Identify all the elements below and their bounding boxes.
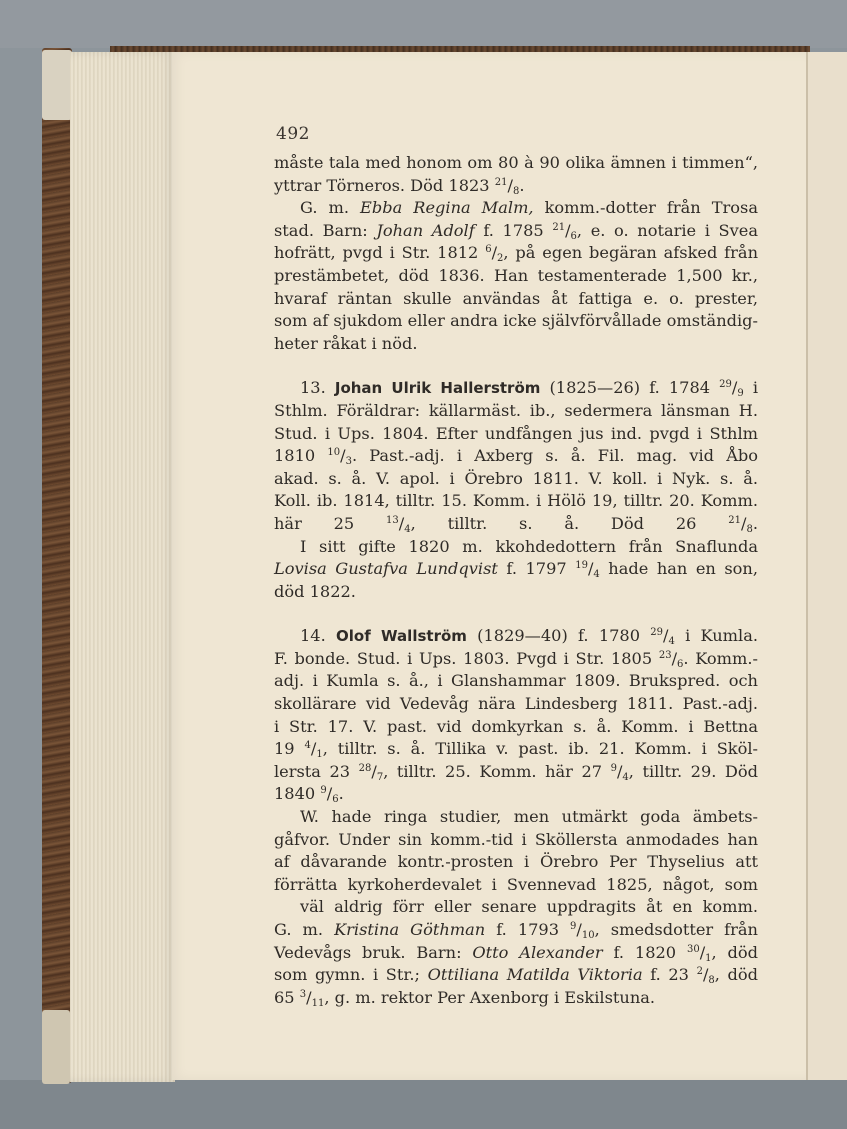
date-day-superscript: 4 bbox=[304, 740, 311, 752]
text-segment: / bbox=[306, 987, 312, 1007]
cover-corner-bottom bbox=[42, 1010, 70, 1084]
page-text bbox=[274, 152, 758, 1009]
text-segment: G. m. bbox=[274, 920, 335, 939]
text-segment: i Kumla. bbox=[674, 626, 759, 646]
date-day-superscript: 21 bbox=[728, 514, 741, 526]
date-day-superscript: 28 bbox=[358, 762, 372, 774]
date-month-subscript: 7 bbox=[376, 771, 384, 783]
text-segment: död 1822. bbox=[274, 581, 356, 601]
date-month-subscript: 11 bbox=[311, 997, 325, 1009]
text-segment: , e. o. notarie i Svea bbox=[576, 220, 758, 240]
date-day-superscript: 21 bbox=[494, 176, 508, 188]
text-segment: / bbox=[576, 920, 582, 939]
date-month-subscript: 8 bbox=[708, 975, 715, 987]
date-day-superscript: 3 bbox=[299, 988, 307, 1000]
text-line bbox=[274, 377, 758, 400]
date-month-subscript: 6 bbox=[677, 658, 684, 670]
italic-name: Lovisa Gustafva Lundqvist bbox=[274, 559, 498, 579]
text-line bbox=[274, 783, 758, 806]
date-day-superscript: 30 bbox=[686, 943, 700, 955]
book-cover-edge bbox=[42, 48, 72, 1083]
text-segment: / bbox=[663, 626, 669, 646]
text-line bbox=[274, 964, 758, 987]
date-day-superscript: 9 bbox=[610, 762, 617, 774]
text-segment: / bbox=[587, 559, 594, 579]
text-line bbox=[274, 942, 758, 965]
text-segment: / bbox=[702, 965, 709, 985]
text-line bbox=[274, 242, 758, 265]
text-line bbox=[274, 445, 758, 468]
date-day-superscript: 10 bbox=[327, 447, 341, 459]
text-segment: , tilltr. s. å. Död 26 bbox=[410, 513, 729, 533]
text-segment: skollärare vid Vedevåg nära Lindesberg 1811. Past.-adj. bbox=[274, 694, 758, 714]
text-segment: , på egen begäran afsked från bbox=[503, 243, 758, 263]
text-line bbox=[274, 220, 758, 243]
date-day-superscript: 23 bbox=[658, 649, 672, 661]
text-segment: yttrar Törneros. Död 1823 bbox=[274, 175, 495, 195]
text-segment: / bbox=[398, 513, 405, 533]
text-segment: / bbox=[340, 446, 346, 466]
text-segment: hvaraf räntan skulle användas åt fattiga e. o. prester, bbox=[274, 288, 758, 308]
background-top bbox=[0, 0, 847, 48]
date-month-subscript: 10 bbox=[581, 930, 595, 941]
text-segment: komm.-dotter från Trosa bbox=[533, 198, 758, 218]
text-segment: måste tala med honom om 80 à 90 olika ämnen i timmen“, bbox=[274, 153, 758, 172]
text-line bbox=[274, 288, 758, 311]
text-segment: lersta 23 bbox=[274, 761, 359, 781]
date-month-subscript: 8 bbox=[512, 185, 520, 197]
date-day-superscript: 29 bbox=[650, 627, 663, 639]
date-month-subscript: 4 bbox=[593, 569, 600, 581]
text-segment: . Past.-adj. i Axberg s. å. Fil. mag. vid Åbo bbox=[351, 446, 759, 466]
text-line bbox=[274, 738, 758, 761]
date-month-subscript: 2 bbox=[497, 253, 504, 265]
text-line bbox=[274, 310, 758, 333]
date-day-superscript: 19 bbox=[575, 560, 588, 572]
text-segment: , död bbox=[711, 942, 758, 962]
date-day-superscript: 6 bbox=[485, 244, 492, 256]
text-segment: Stud. i Ups. 1804. Efter undfången jus ind. pvgd i Sthlm bbox=[274, 423, 758, 443]
text-line bbox=[274, 670, 758, 693]
text-line bbox=[274, 716, 758, 739]
text-segment: 19 bbox=[274, 739, 305, 759]
text-segment: / bbox=[565, 220, 571, 240]
text-segment: akad. s. å. V. apol. i Örebro 1811. V. koll. i Nyk. s. å. bbox=[274, 468, 758, 488]
text-segment: / bbox=[507, 175, 513, 195]
date-month-subscript: 3 bbox=[345, 456, 352, 468]
text-segment: / bbox=[491, 243, 498, 263]
text-line bbox=[274, 468, 758, 491]
text-segment: / bbox=[310, 739, 317, 759]
text-segment: . bbox=[752, 513, 758, 533]
date-month-subscript: 6 bbox=[570, 230, 577, 242]
text-segment: af dåvarande kontr.-prosten i Örebro Per Thyselius att bbox=[274, 852, 758, 872]
cover-corner-top bbox=[42, 50, 72, 120]
text-segment: f. 23 bbox=[642, 965, 697, 985]
date-day-superscript: 13 bbox=[386, 514, 399, 526]
italic-name: Ebba Regina Malm, bbox=[360, 198, 534, 218]
text-segment: . Komm.- bbox=[683, 648, 758, 668]
date-day-superscript: 9 bbox=[320, 785, 327, 797]
text-segment: , g. m. rektor Per Axenborg i Eskilstuna. bbox=[324, 987, 656, 1007]
text-segment: 1810 bbox=[274, 446, 328, 466]
text-segment: / bbox=[371, 761, 377, 781]
text-segment: / bbox=[326, 784, 333, 804]
text-line bbox=[274, 513, 758, 536]
text-segment: . bbox=[338, 784, 344, 804]
text-segment: Vedevågs bruk. Barn: bbox=[274, 942, 473, 962]
text-segment: f. 1785 bbox=[474, 220, 553, 240]
text-segment: heter råkat i nöd. bbox=[274, 333, 418, 353]
text-segment: W. hade ringa studier, men utmärkt goda ämbets- bbox=[300, 807, 758, 827]
text-segment: / bbox=[740, 513, 747, 533]
text-line bbox=[274, 581, 758, 604]
text-segment: som gymn. i Str.; bbox=[274, 965, 428, 985]
text-line bbox=[274, 333, 758, 356]
text-line bbox=[274, 693, 758, 716]
facing-page-edge bbox=[806, 52, 847, 1080]
date-month-subscript: 4 bbox=[668, 636, 675, 648]
italic-name: Otto Alexander bbox=[472, 942, 603, 962]
text-segment: I sitt gifte 1820 m. kkohdedottern från Snaflunda bbox=[300, 536, 758, 556]
text-segment: i Str. 17. V. past. vid domkyrkan s. å. Komm. i Bettna bbox=[274, 716, 758, 736]
italic-name: Johan Adolf bbox=[376, 220, 475, 240]
text-line bbox=[274, 175, 758, 198]
text-segment: F. bonde. Stud. i Ups. 1803. Pvgd i Str. 1805 bbox=[274, 648, 659, 668]
text-line bbox=[274, 987, 758, 1010]
paragraph-gap bbox=[274, 603, 758, 625]
text-line bbox=[274, 265, 758, 288]
paragraph-gap bbox=[274, 355, 758, 377]
text-line bbox=[274, 423, 758, 446]
text-line bbox=[274, 197, 758, 220]
text-segment: / bbox=[671, 648, 678, 668]
date-month-subscript: 4 bbox=[404, 523, 411, 535]
text-segment: , tilltr. s. å. Tillika v. past. ib. 21. Komm. i Sköl- bbox=[322, 739, 759, 759]
text-line bbox=[274, 400, 758, 423]
text-segment: (1825—26) f. 1784 bbox=[540, 378, 720, 398]
text-segment: som af sjukdom eller andra icke självförvållade omständig- bbox=[274, 311, 758, 331]
text-segment: förrätta kyrkoherdevalet i Svennevad 1825, något, som bbox=[274, 874, 758, 894]
text-segment: Koll. ib. 1814, tilltr. 15. Komm. i Hölö 19, tilltr. 20. Komm. bbox=[274, 491, 758, 511]
text-segment: 65 bbox=[274, 987, 300, 1007]
date-month-subscript: 1 bbox=[705, 952, 712, 964]
text-line bbox=[274, 851, 758, 874]
text-segment: f. 1820 bbox=[602, 942, 687, 962]
text-segment: gåfvor. Under sin komm.-tid i Sköllersta anmodades han bbox=[274, 829, 758, 849]
text-segment: , död bbox=[714, 965, 758, 985]
text-segment: / bbox=[731, 378, 738, 398]
text-segment: hofrätt, pvgd i Str. 1812 bbox=[274, 243, 486, 263]
date-day-superscript: 2 bbox=[696, 966, 703, 978]
text-segment: / bbox=[699, 942, 706, 962]
text-line bbox=[274, 919, 758, 942]
text-line bbox=[274, 829, 758, 852]
text-line bbox=[274, 536, 758, 559]
text-segment: , tilltr. 29. Död bbox=[628, 761, 759, 781]
text-segment: 1840 bbox=[274, 784, 321, 804]
page-stack-edge bbox=[70, 52, 175, 1082]
text-segment: f. 1797 bbox=[497, 559, 576, 579]
date-day-superscript: 21 bbox=[552, 221, 566, 233]
text-segment: 14. bbox=[300, 626, 336, 646]
text-segment: väl aldrig förr eller senare uppdragits åt en komm. bbox=[300, 897, 758, 917]
text-segment: Sthlm. Föräldrar: källarmäst. ib., sedermera länsman H. bbox=[274, 400, 758, 420]
text-line bbox=[274, 648, 758, 671]
date-day-superscript: 9 bbox=[570, 921, 577, 932]
text-line bbox=[274, 490, 758, 513]
text-segment: i bbox=[743, 378, 759, 398]
text-line bbox=[274, 152, 758, 175]
text-segment: 13. bbox=[300, 378, 335, 398]
italic-name: Kristina Göthman bbox=[334, 920, 486, 939]
text-line bbox=[274, 896, 758, 919]
date-month-subscript: 1 bbox=[316, 749, 323, 761]
text-segment: adj. i Kumla s. å., i Glanshammar 1809. Brukspred. och bbox=[274, 671, 758, 691]
text-segment: (1829—40) f. 1780 bbox=[466, 626, 651, 646]
text-segment: G. m. bbox=[300, 198, 361, 218]
date-month-subscript: 9 bbox=[737, 388, 744, 400]
text-segment: , smedsdotter från bbox=[594, 920, 758, 939]
text-segment: , tilltr. 25. Komm. här 27 bbox=[383, 761, 611, 781]
text-segment: f. 1793 bbox=[485, 920, 571, 939]
date-month-subscript: 6 bbox=[332, 794, 339, 806]
text-line bbox=[274, 761, 758, 784]
text-segment: / bbox=[616, 761, 623, 781]
entry-heading-name: Johan Ulrik Hallerström bbox=[334, 379, 541, 398]
text-segment: . bbox=[519, 175, 525, 195]
text-line bbox=[274, 558, 758, 581]
date-month-subscript: 4 bbox=[622, 771, 629, 783]
italic-name: Ottiliana Matilda Viktoria bbox=[427, 965, 643, 985]
background-bottom bbox=[0, 1080, 847, 1129]
text-line bbox=[274, 806, 758, 829]
text-segment: här 25 bbox=[274, 513, 387, 533]
page-number: 492 bbox=[276, 124, 310, 144]
text-line bbox=[274, 625, 758, 648]
text-segment: prestämbetet, död 1836. Han testamenterade 1,500 kr., bbox=[274, 265, 758, 285]
date-day-superscript: 29 bbox=[719, 379, 732, 391]
date-month-subscript: 8 bbox=[746, 523, 753, 535]
entry-heading-name: Olof Wallström bbox=[336, 627, 467, 646]
text-segment: stad. Barn: bbox=[274, 220, 377, 240]
text-segment: hade han en son, bbox=[599, 559, 758, 579]
text-line bbox=[274, 874, 758, 897]
